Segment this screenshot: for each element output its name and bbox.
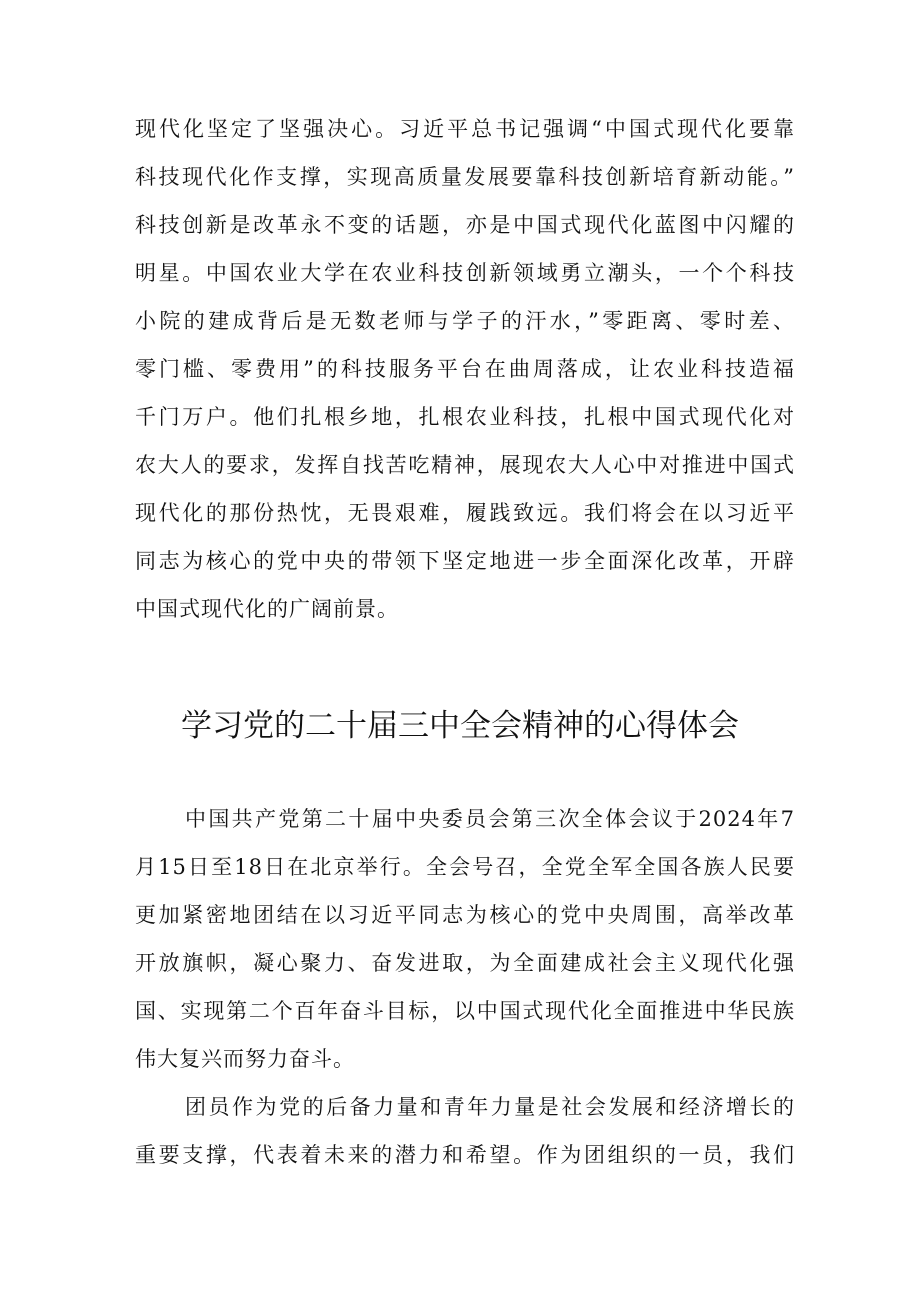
paragraph-line: 千门万户。他们扎根乡地，扎根农业科技，扎根中国式现代化对 [135,405,795,429]
paragraph-line: 小院的建成背后是无数老师与学子的汗水，”零距离、零时差、 [135,309,795,333]
paragraph-line: 伟大复兴而努力奋斗。 [135,1047,355,1071]
paragraph-line: 零门槛、零费用”的科技服务平台在曲周落成，让农业科技造福 [135,357,795,381]
paragraph-line: 明星。中国农业大学在农业科技创新领域勇立潮头，一个个科技 [135,261,795,285]
paragraph-line: 重要支撑，代表着未来的潜力和希望。作为团组织的一员，我们 [135,1143,795,1167]
paragraph-line: 科技现代化作支撑，实现高质量发展要靠科技创新培育新动能。” [135,165,795,189]
paragraph-line: 开放旗帜，凝心聚力、奋发进取，为全面建成社会主义现代化强 [135,951,795,975]
paragraph-line: 同志为核心的党中央的带领下坚定地进一步全面深化改革，开辟 [135,549,795,573]
paragraph-line: 科技创新是改革永不变的话题，亦是中国式现代化蓝图中闪耀的 [135,213,795,237]
paragraph-line: 更加紧密地团结在以习近平同志为核心的党中央周围，高举改革 [135,903,795,927]
paragraph-line: 现代化的那份热忱，无畏艰难，履践致远。我们将会在以习近平 [135,501,795,525]
paragraph-line: 中国共产党第二十届中央委员会第三次全体会议于2024年7 [185,807,795,831]
paragraph-line: 月15日至18日在北京举行。全会号召，全党全军全国各族人民要 [135,855,795,879]
paragraph-line: 中国式现代化的广阔前景。 [135,597,399,621]
paragraph-line: 国、实现第二个百年奋斗目标，以中国式现代化全面推进中华民族 [135,999,795,1023]
paragraph-line: 现代化坚定了坚强决心。习近平总书记强调“中国式现代化要靠 [135,117,795,141]
section-heading: 学习党的二十届三中全会精神的心得体会 [181,708,739,744]
paragraph-line: 农大人的要求，发挥自找苦吃精神，展现农大人心中对推进中国式 [135,453,795,477]
paragraph-line: 团员作为党的后备力量和青年力量是社会发展和经济增长的 [185,1095,795,1119]
